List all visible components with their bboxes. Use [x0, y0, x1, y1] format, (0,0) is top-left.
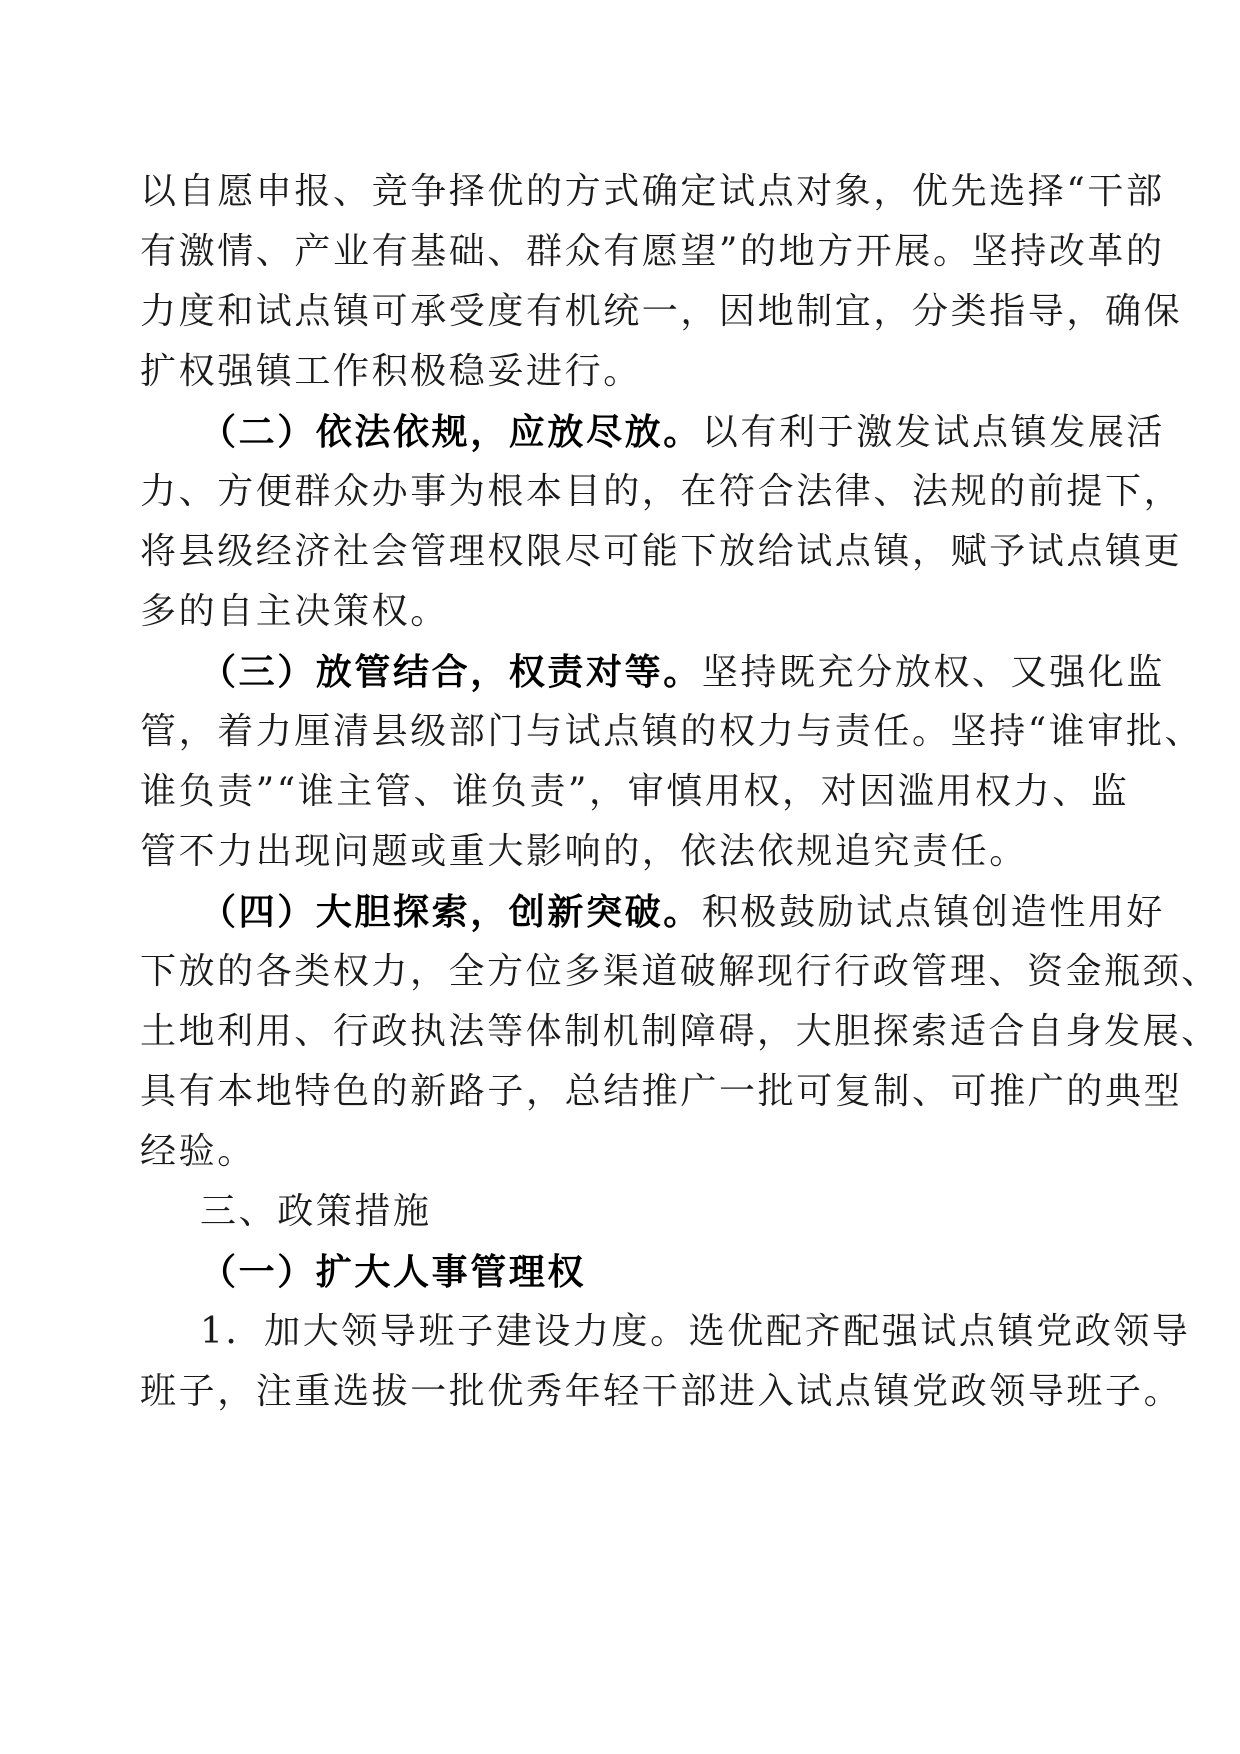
- body-line: 下放的各类权力，全方位多渠道破解现行行政管理、资金瓶颈、: [140, 951, 1220, 992]
- body-line: 管，着力厘清县级部门与试点镇的权力与责任。坚持“谁审批、: [140, 711, 1204, 752]
- body-line: 将县级经济社会管理权限尽可能下放给试点镇，赋予试点镇更: [140, 531, 1183, 572]
- body-line: 管不力出现问题或重大影响的，依法依规追究责任。: [140, 831, 1028, 872]
- principle-paragraph: [200, 650, 1165, 695]
- body-line: 土地利用、行政执法等体制机制障碍，大胆探索适合自身发展、: [140, 1011, 1220, 1052]
- section-heading: 三、政策措施: [200, 1191, 432, 1232]
- subsection-heading: （一）扩大人事管理权: [200, 1251, 587, 1293]
- body-line: 具有本地特色的新路子，总结推广一批可复制、可推广的典型: [140, 1071, 1183, 1112]
- principle-text: 坚持既充分放权、又强化监: [701, 652, 1166, 693]
- principle-paragraph: [200, 410, 1165, 455]
- body-line: 以自愿申报、竞争择优的方式确定试点对象，优先选择“干部: [140, 171, 1165, 212]
- body-line: 经验。: [140, 1131, 256, 1172]
- body-line: 力、方便群众办事为根本目的，在符合法律、法规的前提下，: [140, 471, 1183, 512]
- principle-paragraph: [200, 890, 1165, 935]
- principle-heading: （三）放管结合，权责对等。: [200, 651, 702, 693]
- body-line: 多的自主决策权。: [140, 591, 449, 632]
- principle-text: 以有利于激发试点镇发展活: [701, 412, 1166, 453]
- principle-text: 积极鼓励试点镇创造性用好: [701, 892, 1166, 933]
- body-line: 力度和试点镇可承受度有机统一，因地制宜，分类指导，确保: [140, 291, 1183, 332]
- body-line: 班子，注重选拔一批优秀年轻干部进入试点镇党政领导班子。: [140, 1371, 1183, 1412]
- list-item-line: 1．加大领导班子建设力度。选优配齐配强试点镇党政领导: [200, 1311, 1191, 1352]
- body-line: 有激情、产业有基础、群众有愿望”的地方开展。坚持改革的: [140, 231, 1165, 272]
- principle-heading: （二）依法依规，应放尽放。: [200, 411, 702, 453]
- body-line: 谁负责”“谁主管、谁负责”，审慎用权，对因滥用权力、监: [140, 771, 1130, 812]
- principle-heading: （四）大胆探索，创新突破。: [200, 891, 702, 933]
- body-line: 扩权强镇工作积极稳妥进行。: [140, 351, 642, 392]
